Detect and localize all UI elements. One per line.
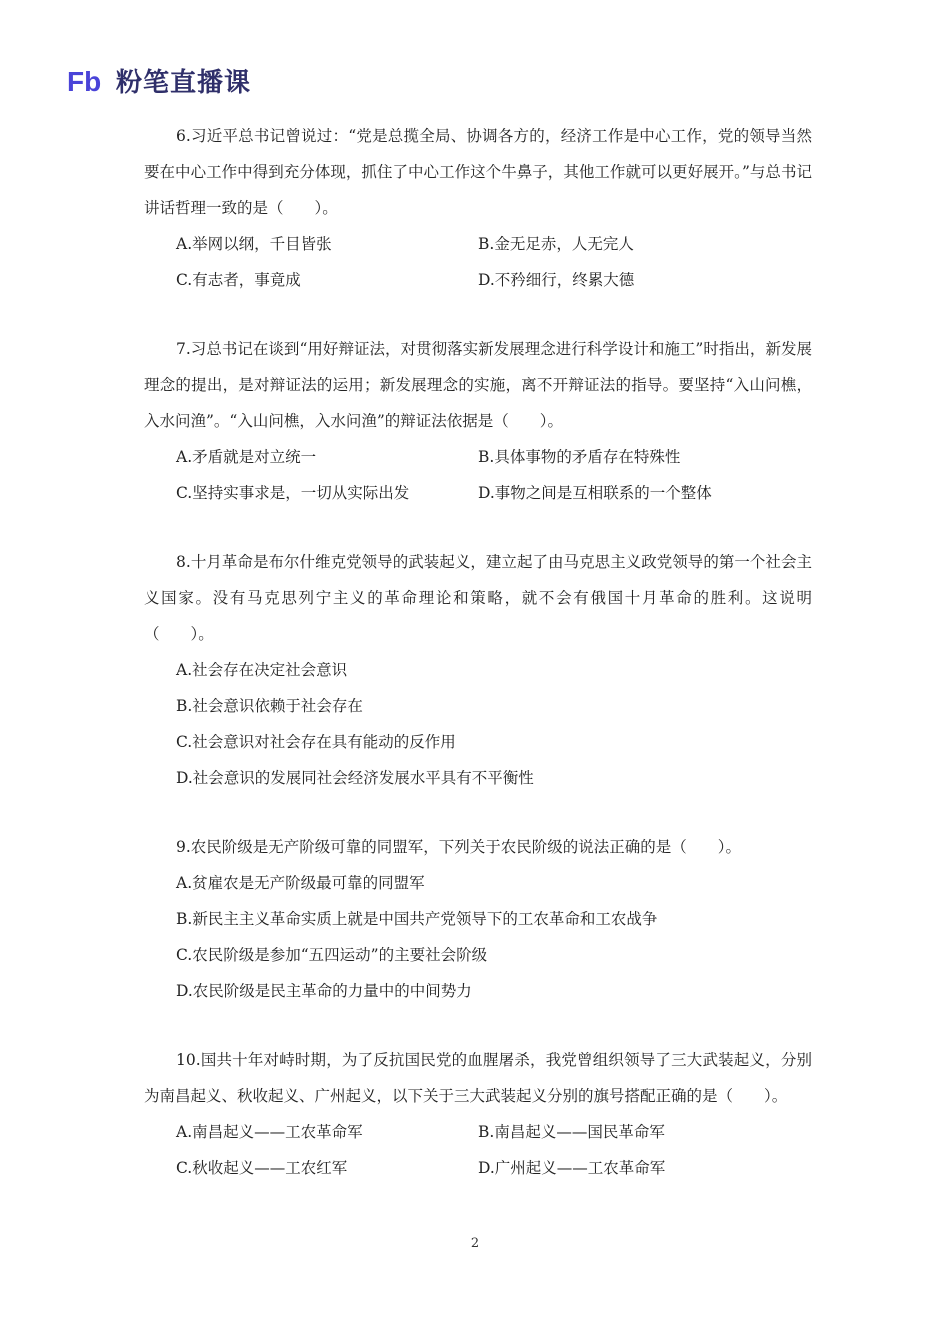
option-b: B.金无足赤，人无完人 (478, 235, 634, 253)
question-8 (144, 544, 812, 796)
option-a: A.社会存在决定社会意识 (176, 661, 348, 679)
question-7 (144, 331, 812, 511)
logo-text: 粉笔直播课 (116, 68, 252, 98)
option-a: A.南昌起义——工农革命军 (176, 1123, 363, 1141)
option-b: B.具体事物的矛盾存在特殊性 (478, 448, 681, 466)
option-b: B.社会意识依赖于社会存在 (176, 697, 363, 715)
option-a: A.举网以纲，千目皆张 (176, 235, 332, 253)
question-10 (144, 1042, 812, 1186)
option-b: B.南昌起义——国民革命军 (478, 1123, 665, 1141)
option-d: D.不矜细行，终累大德 (478, 271, 635, 289)
option-d: D.广州起义——工农革命军 (478, 1159, 666, 1177)
option-d: D.事物之间是互相联系的一个整体 (478, 484, 712, 502)
question-9 (144, 829, 812, 1009)
option-c: C.有志者，事竟成 (176, 271, 301, 289)
option-d: D.社会意识的发展同社会经济发展水平具有不平衡性 (176, 769, 534, 787)
fenbi-logo-icon (66, 66, 110, 96)
question-stem: 9.农民阶级是无产阶级可靠的同盟军，下列关于农民阶级的说法正确的是（ ）。 (176, 838, 742, 856)
page-number: 2 (470, 1236, 480, 1251)
option-b: B.新民主主义革命实质上就是中国共产党领导下的工农革命和工农战争 (176, 910, 658, 928)
svg-text:Fb: Fb (67, 65, 102, 96)
question-stem: 7.习总书记在谈到“用好辩证法，对贯彻落实新发展理念进行科学设计和施工”时指出，新发展理念的提出，是对辩证法的运用；新发展理念的实施，离不开辩证法的指导。要坚持“入山问樵，入水问渔”。“入山问樵，入水问渔”的辩证法依据是（ ）。 (144, 340, 812, 430)
question-stem: 8.十月革命是布尔什维克党领导的武装起义，建立起了由马克思主义政党领导的第一个社会主义国家。没有马克思列宁主义的革命理论和策略，就不会有俄国十月革命的胜利。这说明（ ）。 (144, 553, 812, 643)
option-c: C.坚持实事求是，一切从实际出发 (176, 484, 410, 502)
option-c: C.秋收起义——工农红军 (176, 1159, 348, 1177)
logo (66, 62, 251, 99)
option-c: C.农民阶级是参加“五四运动”的主要社会阶级 (176, 946, 488, 964)
option-a: A.矛盾就是对立统一 (176, 448, 317, 466)
option-d: D.农民阶级是民主革命的力量中的中间势力 (176, 982, 472, 1000)
option-a: A.贫雇农是无产阶级最可靠的同盟军 (176, 874, 425, 892)
option-c: C.社会意识对社会存在具有能动的反作用 (176, 733, 456, 751)
question-6 (144, 118, 812, 298)
question-stem: 10.国共十年对峙时期，为了反抗国民党的血腥屠杀，我党曾组织领导了三大武装起义，分别为南昌起义、秋收起义、广州起义，以下关于三大武装起义分别的旗号搭配正确的是（ ）。 (144, 1051, 812, 1105)
question-stem: 6.习近平总书记曾说过：“党是总揽全局、协调各方的，经济工作是中心工作，党的领导当然要在中心工作中得到充分体现，抓住了中心工作这个牛鼻子，其他工作就可以更好展开。”与总书记讲话哲理一致的是（ ）。 (144, 127, 812, 217)
question-list (144, 118, 812, 1219)
